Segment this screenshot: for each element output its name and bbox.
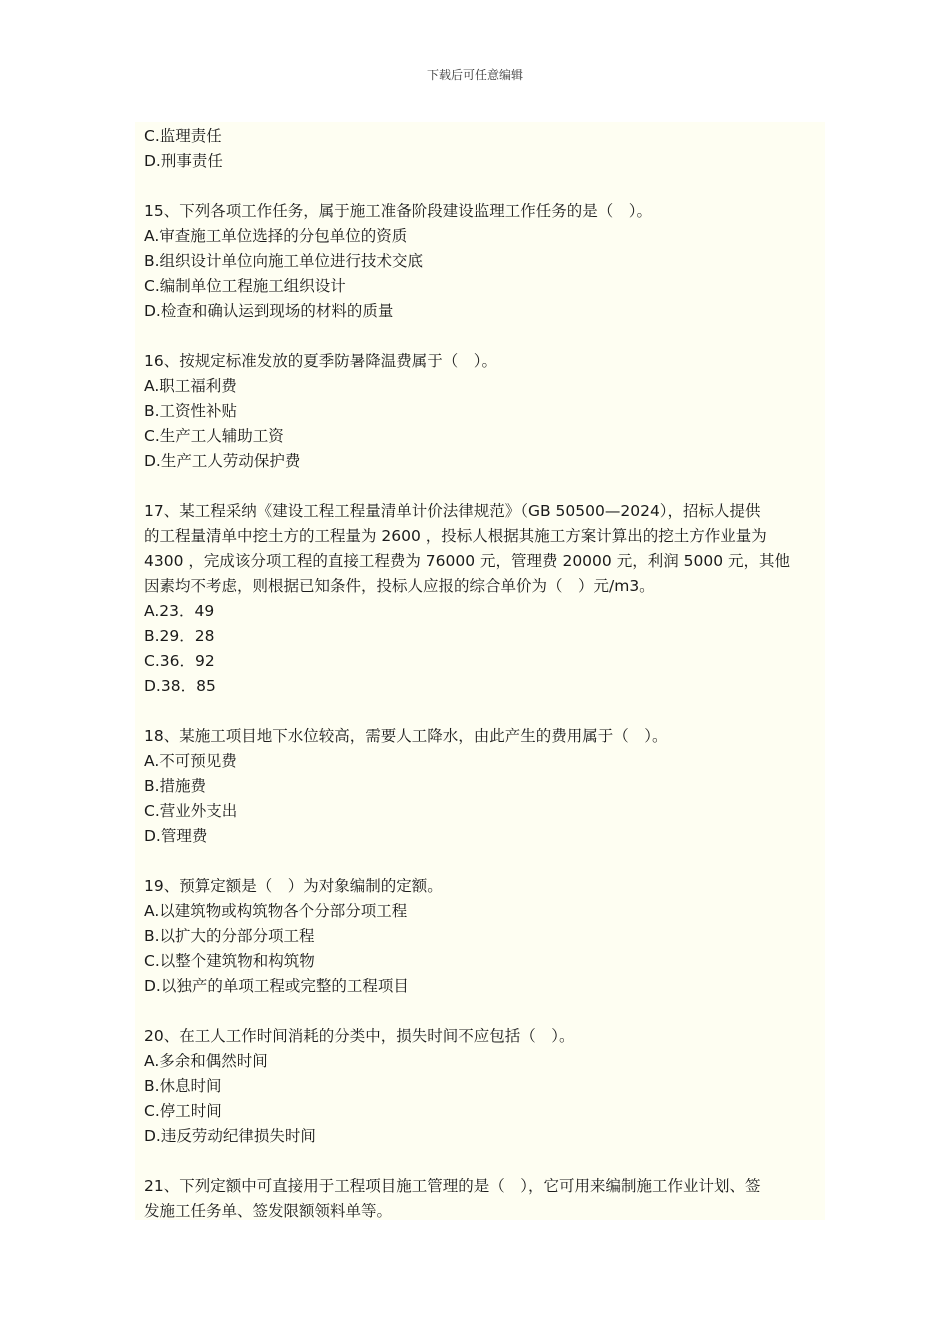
question-stem: 15、下列各项工作任务，属于施工准备阶段建设监理工作任务的是（ ）。 [144, 202, 652, 220]
option-a: A.多余和偶然时间 [144, 1052, 268, 1070]
question-stem: 20、在工人工作时间消耗的分类中，损失时间不应包括（ ）。 [144, 1027, 575, 1045]
spacer [144, 174, 820, 199]
option-d: D.管理费 [144, 827, 208, 845]
question-stem-line: 21、下列定额中可直接用于工程项目施工管理的是（ ），它可用来编制施工作业计划、签 [144, 1177, 761, 1195]
page-header-note: 下载后可任意编辑 [426, 68, 523, 82]
spacer [144, 474, 820, 499]
question-stem: 18、某施工项目地下水位较高，需要人工降水，由此产生的费用属于（ ）。 [144, 727, 668, 745]
question-16 [144, 349, 820, 474]
option-b: B.29．28 [144, 627, 215, 645]
question-stem-line: 17、某工程采纳《建设工程工程量清单计价法律规范》（GB 50500—2024），招标人提供 [144, 502, 761, 520]
option-d: D.生产工人劳动保护费 [144, 452, 301, 470]
option-d: D.刑事责任 [144, 152, 223, 170]
question-15 [144, 199, 820, 324]
option-b: B.措施费 [144, 777, 207, 795]
spacer [144, 999, 820, 1024]
option-c: C.监理责任 [144, 127, 222, 145]
option-b: B.工资性补贴 [144, 402, 238, 420]
spacer [144, 699, 820, 724]
option-a: A.审查施工单位选择的分包单位的资质 [144, 227, 408, 245]
option-b: B.以扩大的分部分项工程 [144, 927, 315, 945]
question-list [144, 124, 820, 1224]
question-stem-line: 因素均不考虑，则根据已知条件，投标人应报的综合单价为（ ）元/m3。 [144, 577, 655, 595]
question-stem-line: 4300 ，完成该分项工程的直接工程费为 76000 元，管理费 20000 元，利润 5000 元，其他 [144, 552, 790, 570]
question-stem-line: 发施工任务单、签发限额领料单等。 [144, 1202, 393, 1220]
option-c: C.36．92 [144, 652, 215, 670]
option-a: A.23．49 [144, 602, 215, 620]
option-c: C.以整个建筑物和构筑物 [144, 952, 315, 970]
option-b: B.组织设计单位向施工单位进行技术交底 [144, 252, 424, 270]
option-c: C.编制单位工程施工组织设计 [144, 277, 346, 295]
spacer [144, 849, 820, 874]
spacer [144, 324, 820, 349]
option-d: D.检查和确认运到现场的材料的质量 [144, 302, 394, 320]
question-stem: 19、预算定额是（ ）为对象编制的定额。 [144, 877, 443, 895]
option-d: D.38．85 [144, 677, 216, 695]
option-d: D.违反劳动纪律损失时间 [144, 1127, 316, 1145]
option-c: C.生产工人辅助工资 [144, 427, 284, 445]
question-stem: 16、按规定标准发放的夏季防暑降温费属于（ ）。 [144, 352, 497, 370]
option-c: C.营业外支出 [144, 802, 238, 820]
option-b: B.休息时间 [144, 1077, 222, 1095]
option-d: D.以独产的单项工程或完整的工程项目 [144, 977, 409, 995]
prev-question-options [144, 124, 820, 174]
option-a: A.以建筑物或构筑物各个分部分项工程 [144, 902, 408, 920]
option-c: C.停工时间 [144, 1102, 222, 1120]
spacer [144, 1149, 820, 1174]
option-a: A.职工福利费 [144, 377, 237, 395]
question-18 [144, 724, 820, 849]
option-a: A.不可预见费 [144, 752, 237, 770]
question-21 [144, 1174, 820, 1224]
question-19 [144, 874, 820, 999]
question-20 [144, 1024, 820, 1149]
question-17 [144, 499, 820, 699]
question-stem-line: 的工程量清单中挖土方的工程量为 2600 ，投标人根据其施工方案计算出的挖土方作业量为 [144, 527, 767, 545]
